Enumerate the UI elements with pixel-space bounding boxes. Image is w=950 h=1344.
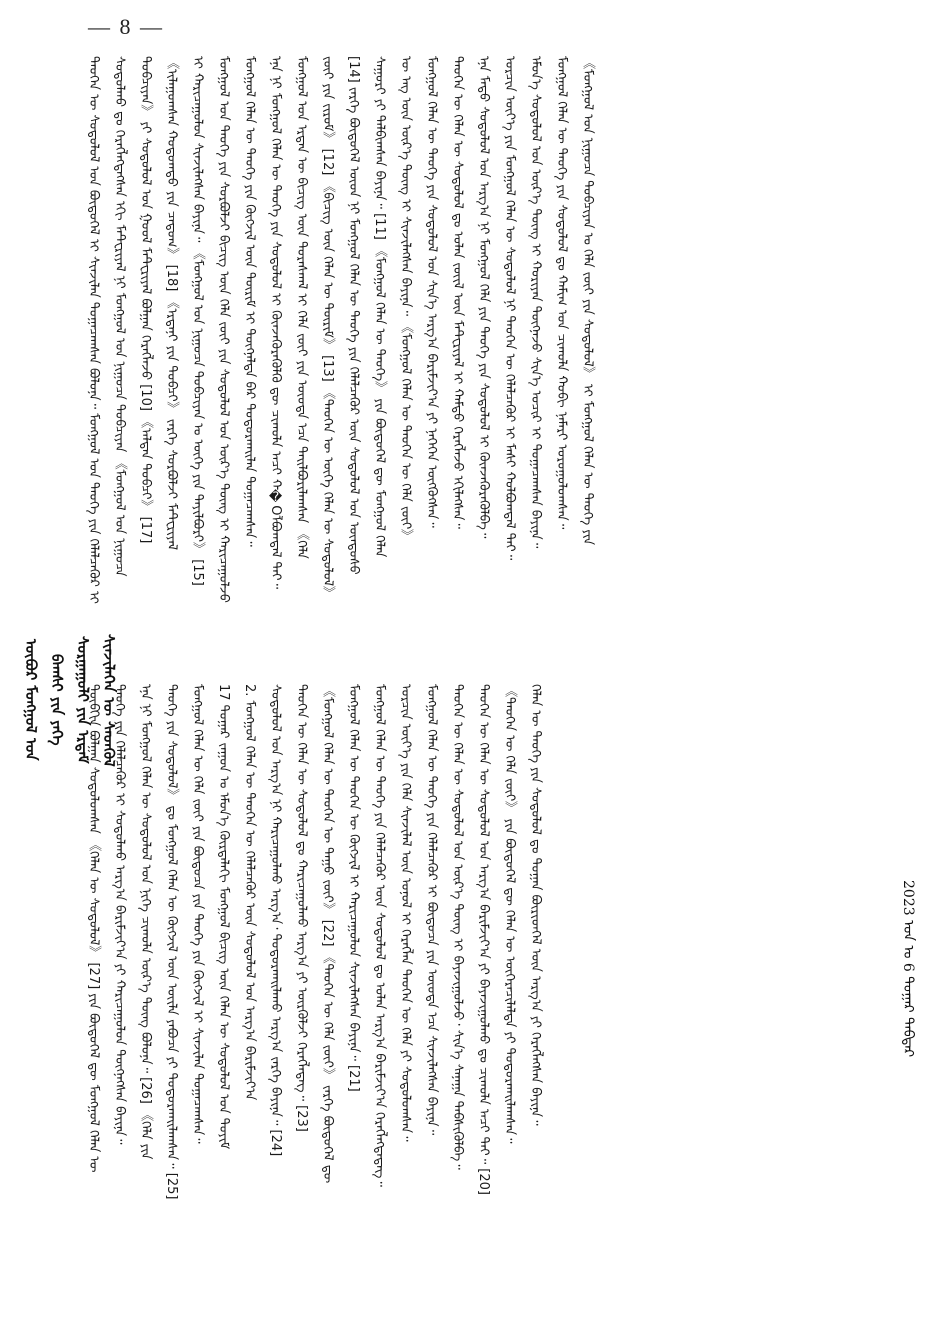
- bottom-column-line: 17 ᠳᠤᠭᠠᠷ ᠵᠠᠭᠤᠨ ᠤ ᠡᠮᠦᠨ᠎ᠡ ᠬᠦᠷᠲᠡᠯᠡᠬᠢ ᠮᠣᠩᠭᠣᠯ ᠪᠢᠴᠢᠭ᠌ ᠦᠨ ᠬᠡᠯᠡᠨ ᠦ ᠰᠤᠳᠤᠯᠤᠯ ᠤᠨ ᠲᠣᠶᠢᠮ: [216, 684, 231, 1150]
- bottom-column-line: ᠮᠣᠩᠭᠣᠯ ᠬᠡᠯᠡᠨ ᠦ ᠲᠡᠦᠬᠡᠨ ᠦ ᠬᠥᠭᠵᠢᠯ ᠢ ᠬᠠᠷᠢᠴᠠᠭᠤᠯᠤᠨ ᠰᠢᠨᠵᠢᠯᠡᠭᠰᠡᠨ ᠪᠠᠶᠢᠨᠠ᠃ [21]: [346, 684, 361, 1092]
- bottom-column-line: ᠬᠡᠯᠡᠨ ᠦ ᠲᠡᠦᠬᠡ ᠶᠢᠨ ᠰᠤᠳᠤᠯᠤᠯ ᠳᠤ ᠲᠣᠭᠠᠨ ᠪᠦᠷᠢᠳᠬᠡᠯ ᠦᠨ ᠠᠷᠭ᠎ᠠ ᠶᠢ ᠬᠡᠷᠡᠭᠯᠡᠭᠰᠡᠨ ᠪᠠᠶᠢᠨᠠ᠃: [528, 684, 543, 1126]
- top-column-line: ᠡᠨᠡ ᠮᠡᠲᠦ ᠰᠤᠳᠤᠯᠤᠯ ᠤᠨ ᠠᠷᠭ᠎ᠠ ᠨᠢ ᠮᠣᠩᠭᠣᠯ ᠬᠡᠯᠡ ᠶᠢᠨ ᠲᠡᠦᠬᠡ ᠶᠢᠨ ᠰᠤᠳᠤᠯᠤᠯ ᠢ ᠭᠦᠨᠵᠡᠭᠦᠷᠡᠭᠦᠯᠪᠡ᠃: [476, 56, 491, 539]
- top-column-line: ᠲᠡᠦᠬᠡᠨ ᠦ ᠬᠡᠯᠡᠨ ᠦ ᠰᠤᠳᠤᠯᠤᠯ ᠳᠤ ᠣᠯᠠᠨ ᠵᠦᠢᠯ ᠦᠨ ᠮᠠᠲ᠋ᠧᠷᠢᠶᠠᠯ ᠢ ᠬᠠᠮᠲᠤ ᠬᠡᠷᠡᠭᠯᠡᠵᠦ ᠡᠬᠢᠯᠡᠭᠰᠡᠨ᠃: [450, 56, 465, 529]
- top-column-line: ᠲᠡᠦᠬᠡᠨ ᠦ ᠰᠤᠳᠤᠯᠤᠯ ᠤᠨ ᠪᠦᠲᠦᠭᠡᠯ ᠢ ᠰᠢᠨᠵᠢᠯᠡᠨ ᠲᠣᠭᠠᠴᠠᠭᠰᠠᠨ ᠪᠣᠯᠤᠨᠠ᠃ ᠮᠣᠩᠭᠣᠯ ᠤᠨ ᠲᠡᠦᠬᠡ ᠶᠢᠨ ᠬᠡᠯᠡᠯᠴᠡᠭᠦᠷ ᠢ: [86, 56, 101, 604]
- top-column-line: ᠦ ᠡᠩ ᠦᠨ ᠦᠷ᠎ᠡ ᠳᠦᠩ ᠢ ᠰᠢᠨᠵᠢᠯᠡᠭᠰᠡᠨ ᠪᠠᠶᠢᠨᠠ᠃ 《ᠮᠣᠩᠭᠣᠯ ᠬᠡᠯᠡᠨ ᠦ ᠲᠡᠦᠬᠡᠨ ᠦ ᠬᠡᠯᠡ ᠵᠦᠢ》: [398, 56, 413, 543]
- bottom-column-line: ᠲᠦᠪᠬᠢᠨ ᠪᠣᠯᠭᠠᠨ ᠰᠤᠳᠤᠯᠤᠭᠰᠠᠨ 《ᠬᠡᠯᠡᠨ ᠦ ᠰᠤᠳᠤᠯᠤᠯ》 [27] ᠶᠢᠨ ᠪᠦᠲᠦᠭᠡᠯ ᠳᠦ ᠮᠣᠩᠭᠣᠯ ᠬᠡᠯᠡᠨ ᠦ: [86, 684, 101, 1173]
- top-column-line: ᠮᠣᠩᠭᠣᠯ ᠬᠡᠯᠡᠨ ᠦ ᠲᠡᠦᠬᠡ ᠶᠢᠨ ᠰᠤᠳᠤᠯᠤᠯ ᠤᠨ ᠰᠢᠨ᠎ᠡ ᠠᠷᠭ᠎ᠠ ᠪᠠᠷᠢᠮᠵᠢᠶ᠎ᠠ ᠶᠢ ᠨᠡᠭᠡᠭᠡᠨ ᠦᠭᠭᠦᠭᠰᠡᠨ᠃: [424, 56, 439, 528]
- bottom-column-line: ᠲᠡᠦᠬᠡ ᠶᠢᠨ ᠰᠤᠳᠤᠯᠤᠯ》 ᠳᠤ ᠮᠣᠩᠭᠣᠯ ᠬᠡᠯᠡᠨ ᠦ ᠬᠥᠭᠵᠢᠯ ᠦᠨ ᠦᠢᠯᠡ ᠶᠠᠪᠤᠴᠠ ᠶᠢ ᠲᠣᠳᠤᠷᠬᠠᠢᠯᠠᠭᠰᠠᠨ᠃ [25]: [164, 684, 179, 1200]
- bottom-column-line: ᠲᠡᠦᠬᠡᠨ ᠦ ᠬᠡᠯᠡᠨ ᠦ ᠰᠤᠳᠤᠯᠤᠯ ᠤᠨ ᠦᠷ᠎ᠡ ᠳᠦᠩ ᠢ ᠪᠠᠶᠠᠵᠢᠭᠤᠯᠵᠤ᠂ ᠰᠢᠨ᠎ᠡ ᠰᠠᠨᠠᠭᠠ ᠳᠡᠪᠰᠢᠭᠦᠯᠪᠡ᠃: [450, 684, 465, 1170]
- top-column-line: 《ᠢᠯᠠᠭᠤᠭᠰᠠᠨ ᠬᠤᠲᠤᠭᠲᠤ ᠶᠢᠨ ᠴᠠᠳᠤᠭ》 [18] 《ᠡᠷᠳᠡᠨᠢ ᠶᠢᠨ ᠲᠣᠪᠴᠢ》 ᠵᠡᠷᠭᠡ ᠰᠤᠷᠪᠤᠯᠵᠢ ᠮᠠᠲ᠋ᠧᠷᠢᠶᠠᠯ: [164, 56, 179, 551]
- top-column-line: ᠲᠣᠪᠴᠢᠶᠠᠨ》 ᠶᠢ ᠰᠤᠳᠤᠯᠤᠯ ᠤᠨ ᠭᠣᠣᠯ ᠮᠠᠲ᠋ᠧᠷᠢᠶᠠᠯ ᠪᠣᠯᠭᠠᠨ ᠬᠡᠷᠡᠭᠯᠡᠵᠦ [10] 《ᠠᠯᠲᠠᠨ ᠲᠣᠪᠴᠢ》 [17]: [138, 56, 153, 544]
- top-column-line: ᠰᠤᠳᠤᠯᠬᠤ ᠳᠤ ᠬᠡᠷᠡᠭᠯᠡᠭᠳᠡᠭᠰᠡᠨ ᠡᠬᠢ ᠮᠠᠲ᠋ᠧᠷᠢᠶᠠᠯ ᠨᠢ ᠮᠣᠩᠭᠣᠯ ᠤᠨ ᠨᠢᠭᠤᠴᠠ ᠲᠣᠪᠴᠢᠶᠠᠨ 《ᠮᠣᠩᠭᠣᠯ ᠤᠨ ᠨᠢᠭᠤᠴᠠ: [112, 56, 127, 577]
- bottom-text-column: [80, 684, 872, 1324]
- bottom-column-line: ᠲᠡᠦᠬᠡᠨ ᠦ ᠬᠡᠯᠡᠨ ᠦ ᠰᠤᠳᠤᠯᠤᠯ ᠤᠨ ᠠᠷᠭ᠎ᠠ ᠪᠠᠷᠢᠮᠵᠢᠶ᠎ᠠ ᠶᠢ ᠪᠠᠶᠠᠵᠢᠭᠤᠯᠬᠤ ᠳᠤ ᠴᠢᠬᠤᠯᠠ ᠠᠴᠢ ᠲᠠᠢ᠃ [20]: [476, 684, 491, 1195]
- top-column-line: ᠣᠷᠴᠢᠨ ᠦᠶ᠎ᠡ ᠶᠢᠨ ᠮᠣᠩᠭᠣᠯ ᠬᠡᠯᠡᠨ ᠦ ᠰᠤᠳᠤᠯᠤᠯ ᠨᠢ ᠲᠡᠦᠬᠡᠨ ᠦ ᠬᠡᠯᠡᠯᠴᠡᠭᠦᠷ ᠢ ᠮᠠᠰᠢ ᠬᠣᠯᠪᠣᠭᠳᠠᠯ ᠲᠠᠢ᠃: [502, 56, 517, 561]
- top-column-line: 《ᠮᠣᠩᠭᠣᠯ ᠤᠨ ᠨᠢᠭᠤᠴᠠ ᠲᠣᠪᠴᠢᠶᠠᠨ ᠤ ᠬᠡᠯᠡ ᠵᠦᠢ ᠶᠢᠨ ᠰᠤᠳᠤᠯᠤᠯ》 ᠢ ᠮᠣᠩᠭᠣᠯ ᠬᠡᠯᠡᠨ ᠦ ᠲᠡᠦᠬᠡ ᠶᠢᠨ: [580, 56, 595, 546]
- top-column-line: ᠰᠠᠭᠤᠷᠢ ᠶᠢ ᠲᠠᠯᠪᠢᠭᠰᠠᠨ ᠪᠠᠶᠢᠨᠠ᠃ [11] 《ᠮᠣᠩᠭᠣᠯ ᠬᠡᠯᠡᠨ ᠦ ᠲᠡᠦᠬᠡ》 ᠶᠢᠨ ᠪᠦᠲᠦᠭᠡᠯ ᠳᠦ ᠮᠣᠩᠭᠣᠯ ᠬᠡᠯᠡᠨ: [372, 56, 387, 558]
- journal-title: ᠥᠪᠦᠷ ᠮᠣᠩᠭᠣᠯ ᠤᠨ ᠪᠠᠭᠰᠢ ᠶᠢᠨ ᠶᠡᠬᠡ ᠰᠤᠷᠭᠠᠭᠤᠯᠢ ᠶᠢᠨ ᠡᠷᠳᠡᠮ ᠰᠢᠨᠵᠢᠯᠡᠭᠡᠨ ᠦ ᠰᠡᠳᠬᠦᠯ: [22, 633, 118, 767]
- bottom-column-line: 《ᠲᠡᠦᠬᠡᠨ ᠦ ᠬᠡᠯᠡ ᠵᠦᠢ》 ᠶᠢᠨ ᠪᠦᠲᠦᠭᠡᠯ ᠳᠦ ᠬᠡᠯᠡᠨ ᠦ ᠥᠭᠡᠷᠡᠴᠢᠯᠡᠯᠲᠡ ᠶᠢ ᠲᠣᠳᠤᠷᠬᠠᠢᠯᠠᠭᠰᠠᠨ᠃: [502, 684, 517, 1144]
- top-column-line: ᠮᠣᠩᠭᠣᠯ ᠬᠡᠯᠡᠨ ᠦ ᠲᠡᠦᠬᠡ ᠶᠢᠨ ᠬᠥᠭᠵᠢᠯ ᠦᠨ ᠳᠦᠷᠢᠮ ᠢ ᠳᠦᠭᠨᠡᠯᠲᠡ ᠪᠡᠷ ᠲᠣᠳᠤᠷᠬᠠᠢᠯᠠᠨ ᠲᠣᠭᠠᠴᠠᠭᠰᠠᠨ᠃: [242, 56, 257, 547]
- bottom-column-line: ᠮᠣᠩᠭᠣᠯ ᠬᠡᠯᠡᠨ ᠦ ᠲᠡᠦᠬᠡ ᠶᠢᠨ ᠬᠡᠯᠡᠯᠴᠡᠭᠦᠷ ᠢ ᠪᠦᠲᠦᠴᠡ ᠶᠢᠨ ᠦᠦᠳᠡ ᠡᠴᠡ ᠰᠢᠨᠵᠢᠯᠡᠭᠰᠡᠨ ᠪᠠᠶᠢᠨᠠ᠃: [424, 684, 439, 1136]
- top-column-line: ᠡᠨᠡ ᠨᠢ ᠮᠣᠩᠭᠣᠯ ᠬᠡᠯᠡᠨ ᠦ ᠲᠡᠦᠬᠡ ᠶᠢᠨ ᠰᠤᠳᠤᠯᠤᠯ ᠢ ᠭᠦᠨᠵᠡᠭᠦᠷᠡᠭᠦᠯᠬᠦ ᠳᠦ ᠴᠢᠬᠤᠯᠠ ᠠᠴᠢ ᠬ�Оᠯᠪᠣᠭᠳᠠᠯ ᠲᠠᠢ᠃: [268, 56, 283, 590]
- bottom-column-line: ᠣᠷᠴᠢᠨ ᠦᠶ᠎ᠡ ᠶᠢᠨ ᠬᠡᠯᠡ ᠰᠢᠨᠵᠢᠯᠡᠯ ᠦᠨ ᠣᠨᠣᠯ ᠢ ᠬᠡᠷᠡᠭᠯᠡᠨ ᠲᠡᠦᠬᠡᠨ ᠦ ᠬᠡᠯᠡ ᠶᠢ ᠰᠤᠳᠤᠯᠤᠭᠰᠠᠨ᠃: [398, 684, 413, 1142]
- bottom-column-line: ᠰᠤᠳᠤᠯᠤᠯ ᠤᠨ ᠠᠷᠭ᠎ᠠ ᠨᠢ ᠬᠠᠷᠢᠴᠠᠭᠤᠯᠬᠤ ᠠᠷᠭ᠎ᠠ᠂ ᠲᠣᠳᠤᠷᠬᠠᠢᠯᠠᠬᠤ ᠠᠷᠭ᠎ᠠ ᠵᠡᠷᠭᠡ ᠪᠠᠶᠢᠨᠠ᠃ [24]: [268, 684, 283, 1157]
- top-column-line: ᠮᠣᠩᠭᠣᠯ ᠤᠨ ᠡᠷᠲᠡᠨ ᠦ ᠪᠢᠴᠢᠭ᠌ ᠦᠨ ᠳᠤᠷᠠᠰᠬᠠᠯ ᠢ ᠬᠡᠯᠡ ᠵᠦᠢ ᠶᠢᠨ ᠦᠦᠳᠡ ᠡᠴᠡ ᠲᠠᠢᠯᠪᠤᠷᠢᠯᠠᠭᠰᠠᠨ 《ᠬᠡᠯᠡ: [294, 56, 309, 559]
- bottom-column-line: ᠡᠨᠡ ᠨᠢ ᠮᠣᠩᠭᠣᠯ ᠬᠡᠯᠡᠨ ᠦ ᠰᠤᠳᠤᠯᠤᠯ ᠤᠨ ᠨᠢᠭᠡ ᠴᠢᠬᠤᠯᠠ ᠦᠷ᠎ᠡ ᠳᠦᠩ ᠪᠣᠯᠤᠨᠠ᠃ [26] 《ᠬᠡᠯᠡ ᠶᠢᠨ: [138, 684, 153, 1160]
- top-column-line: ᠢ ᠬᠠᠷᠢᠴᠠᠭᠤᠯᠤᠨ ᠰᠢᠨᠵᠢᠯᠡᠭᠰᠡᠨ ᠪᠠᠶᠢᠨᠠ᠃ 《ᠮᠣᠩᠭᠣᠯ ᠤᠨ ᠨᠢᠭᠤᠴᠠ ᠲᠣᠪᠴᠢᠶᠠᠨ ᠤ ᠦᠭᠡ ᠶᠢᠨ ᠲᠠᠶᠢᠯᠪᠤᠷᠢ》 [15]: [190, 56, 205, 586]
- bottom-column-line: ᠲᠡᠦᠬᠡ ᠶᠢᠨ ᠬᠡᠯᠡᠯᠴᠡᠭᠦᠷ ᠢ ᠰᠤᠳᠤᠯᠬᠤ ᠠᠷᠭ᠎ᠠ ᠪᠠᠷᠢᠮᠵᠢᠶ᠎ᠠ ᠶᠢ ᠬᠠᠷᠢᠴᠠᠭᠤᠯᠤᠨ ᠳᠦᠭᠨᠡᠭᠰᠡᠨ ᠪᠠᠶᠢᠨᠠ᠃: [112, 684, 127, 1145]
- top-column-line: ᠮᠣᠩᠭᠣᠯ ᠬᠡᠯᠡᠨ ᠦ ᠲᠡᠦᠬᠡ ᠶᠢᠨ ᠰᠤᠳᠤᠯᠤᠯ ᠳᠤ ᠬᠠᠮᠢᠭ ᠤᠨ ᠴᠢᠬᠤᠯᠠ ᠬᠤᠪᠢ ᠨᠡᠮᠡᠷᠢ ᠣᠷᠤᠭᠤᠯᠤᠭᠰᠠᠨ᠃: [554, 56, 569, 530]
- top-column-line: ᠮᠣᠩᠭᠣᠯ ᠤᠨ ᠲᠡᠦᠬᠡ ᠶᠢᠨ ᠰᠤᠷᠪᠤᠯᠵᠢ ᠪᠢᠴᠢᠭ ᠦᠨ ᠬᠡᠯᠡ ᠵᠦᠢ ᠶᠢᠨ ᠰᠤᠳᠤᠯᠤᠯ ᠤᠨ ᠦᠷ᠎ᠡ ᠳᠦᠩ ᠢ ᠬᠠᠷᠢᠴᠠᠭᠤᠯᠵᠤ: [216, 56, 231, 603]
- bottom-column-line: ᠮᠣᠩᠭᠣᠯ ᠬᠡᠯᠡᠨ ᠦ ᠬᠡᠯᠡ ᠵᠦᠢ ᠶᠢᠨ ᠪᠦᠲᠦᠴᠡ ᠶᠢᠨ ᠲᠡᠦᠬᠡ ᠶᠢᠨ ᠬᠥᠭᠵᠢᠯ ᠢ ᠰᠢᠨᠵᠢᠯᠡᠨ ᠲᠣᠭᠠᠴᠠᠭᠰᠠᠨ᠃: [190, 684, 205, 1144]
- bottom-column-line: 《ᠮᠣᠩᠭᠣᠯ ᠬᠡᠯᠡᠨ ᠦ ᠲᠡᠦᠬᠡᠨ ᠦ ᠳᠠᠭᠤ ᠵᠦᠢ》 [22] 《ᠲᠡᠦᠬᠡᠨ ᠦ ᠬᠡᠯᠡ ᠵᠦᠢ》 ᠵᠡᠷᠭᠡ ᠪᠦᠲᠦᠭᠡᠯ ᠳᠦ: [320, 684, 335, 1184]
- top-text-column: [80, 56, 872, 668]
- journal-issue: 2023 ᠣᠨ ᠤ 6 ᠳᠤᠭᠠᠷ ᠳᠡᠪᠲᠡᠷ: [900, 880, 916, 1058]
- page-number: — 8 —: [88, 14, 164, 39]
- top-column-line: ᠵᠦᠢ ᠶᠢᠨ ᠵᠢᠷᠤᠮ》 [12] 《ᠪᠢᠴᠢᠭ᠌ ᠦᠨ ᠬᠡᠯᠡᠨ ᠦ ᠳᠦᠷᠢᠮ》 [13] 《ᠲᠡᠦᠬᠡᠨ ᠦ ᠦᠭᠡ ᠬᠡᠯᠡᠨ ᠦ ᠰᠤᠳᠤᠯᠤᠯ》: [320, 56, 335, 600]
- bottom-column-line: ᠲᠡᠦᠬᠡᠨ ᠦ ᠬᠡᠯᠡᠨ ᠦ ᠰᠤᠳᠤᠯᠤᠯ ᠳᠤ ᠬᠠᠷᠢᠴᠠᠭᠤᠯᠬᠤ ᠠᠷᠭ᠎ᠠ ᠶᠢ ᠦᠷᠭᠦᠯᠵᠢ ᠬᠡᠷᠡᠭᠯᠡᠳᠡᠭ᠃ [23]: [294, 684, 309, 1132]
- top-column-line: ᠡᠮᠦᠨ᠎ᠡ ᠰᠤᠳᠤᠯᠤᠯ ᠤᠨ ᠦᠷ᠎ᠡ ᠳᠦᠩ ᠢ ᠬᠤᠷᠢᠶᠠᠨ ᠳᠦᠭᠨᠡᠵᠦ ᠰᠢᠨ᠎ᠡ ᠤᠴᠢᠷ ᠢ ᠲᠣᠭᠠᠴᠠᠭᠰᠠᠨ ᠪᠠᠶᠢᠨᠠ᠃: [528, 56, 543, 549]
- bottom-column-line: 2. ᠮᠣᠩᠭᠣᠯ ᠬᠡᠯᠡᠨ ᠦ ᠲᠡᠦᠬᠡᠨ ᠦ ᠬᠡᠯᠡᠯᠴᠡᠭᠦᠷ ᠦᠨ ᠰᠤᠳᠤᠯᠤᠯ ᠤᠨ ᠠᠷᠭ᠎ᠠ ᠪᠠᠷᠢᠮᠵᠢᠶ᠎ᠠ: [242, 684, 257, 1101]
- top-column-line: [14] ᠵᠡᠷᠭᠡ ᠪᠦᠲᠦᠭᠡᠯ ᠦᠳ ᠨᠢ ᠮᠣᠩᠭᠣᠯ ᠬᠡᠯᠡᠨ ᠦ ᠲᠡᠦᠬᠡ ᠶᠢᠨ ᠬᠡᠯᠡᠯᠴᠡᠭᠦᠷ ᠦᠨ ᠰᠤᠳᠤᠯᠤᠯ ᠤᠨ ᠦᠨᠳᠦᠰᠦ: [346, 56, 361, 575]
- bottom-column-line: ᠮᠣᠩᠭᠣᠯ ᠬᠡᠯᠡᠨ ᠦ ᠲᠡᠦᠬᠡ ᠶᠢᠨ ᠬᠡᠯᠡᠯᠴᠡᠭᠦᠷ ᠦᠨ ᠰᠤᠳᠤᠯᠤᠯ ᠳᠤ ᠣᠯᠠᠨ ᠠᠷᠭ᠎ᠠ ᠪᠠᠷᠢᠮᠵᠢᠶ᠎ᠠ ᠬᠡᠷᠡᠭᠯᠡᠭᠳᠡᠳᠡᠭ᠃: [372, 684, 387, 1187]
